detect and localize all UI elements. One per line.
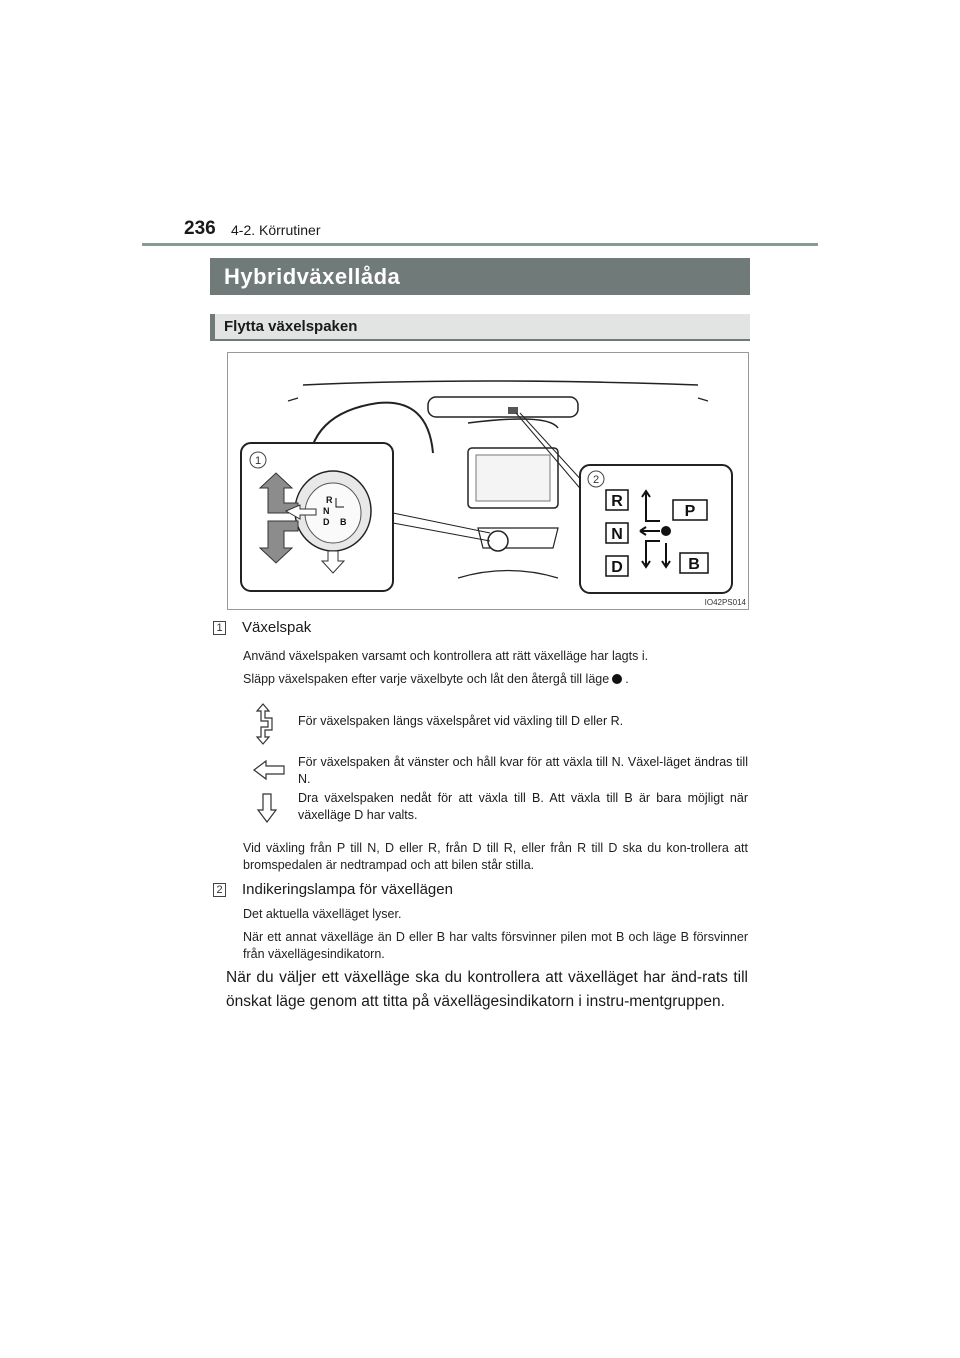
inset-indicator [580,465,732,593]
lever-letter-b: B [340,517,347,527]
item-number-badge: 2 [213,883,226,897]
dashboard-top-line [303,381,698,385]
item-title: Indikeringslampa för växellägen [242,881,453,898]
legend-text: För växelspaken längs växelspåret vid växling till D eller R. [298,714,624,728]
page-title: Hybridväxellåda [210,258,750,295]
legend-row [252,702,748,746]
lever-letter-n: N [323,506,330,516]
legend-text: Dra växelspaken nedåt för att växla till B. Att växla till B är bara möjligt när växelläge D har valts. [298,791,748,822]
shift-lever-illustration [227,352,749,610]
closing-paragraph: När du väljer ett växelläge ska du kontrollera att växelläget har änd-rats till önskat läge genom att titta på växellägesindikatorn i instru-mentgruppen. [226,969,748,1010]
illustration-svg [228,353,748,609]
console-lower [458,571,558,579]
indicator-letter-n: N [611,526,623,543]
indicator-letter-r: R [611,493,623,510]
paragraph: Det aktuella växelläget lyser. [243,907,402,921]
home-position-dot-icon [612,674,622,684]
move-along-gate-icon [252,702,274,746]
indicator-home-dot-icon [661,526,671,536]
indicator-letter-d: D [611,559,623,576]
vent-top [468,419,558,428]
callout-2: 2 [592,474,600,486]
legend-row [252,790,748,826]
paragraph: Använd växelspaken varsamt och kontrollera att rätt växelläge har lagts i. [243,649,649,663]
move-left-icon [252,759,286,781]
subsection-title [210,314,750,341]
lever-letter-r: R [326,495,333,505]
paragraph: När ett annat växelläge än D eller B har valts försvinner pilen mot B och läge B försvinner från växellägesindikatorn. [243,930,748,961]
paragraph-period: . [625,672,629,686]
header-divider [142,243,818,246]
lever-letter-d: D [323,517,330,527]
item-title: Växelspak [242,619,312,636]
paragraph-text: Släpp växelspaken efter varje växelbyte och låt den återgå till läge [243,672,610,686]
indicator-letter-b: B [688,556,700,573]
indicator-letter-p: P [684,503,696,520]
rear-mirror [428,397,578,417]
shift-knob-small [488,531,508,551]
legend-text: För växelspaken åt vänster och håll kvar för att växla till N. Växel-läget ändras till N. [298,755,748,786]
leader-line-1b [393,513,490,533]
paragraph [243,671,748,688]
leader-line-1 [393,523,490,541]
section-breadcrumb: 4-2. Körrutiner [231,222,321,238]
callout-1: 1 [254,455,262,467]
center-display-screen [476,455,550,501]
legend-row [252,754,748,790]
item-number-badge: 1 [213,621,226,635]
subsection-title-text: Flytta växelspaken [224,318,358,335]
paragraph: Vid växling från P till N, D eller R, från D till R, eller från R till D ska du kon-trollera att bromspedalen är nedtrampad och att bilen står stilla. [243,841,748,872]
page-number: 236 [184,218,216,239]
figure-code: IO42PS014 [704,598,746,607]
pull-down-icon [256,792,278,824]
